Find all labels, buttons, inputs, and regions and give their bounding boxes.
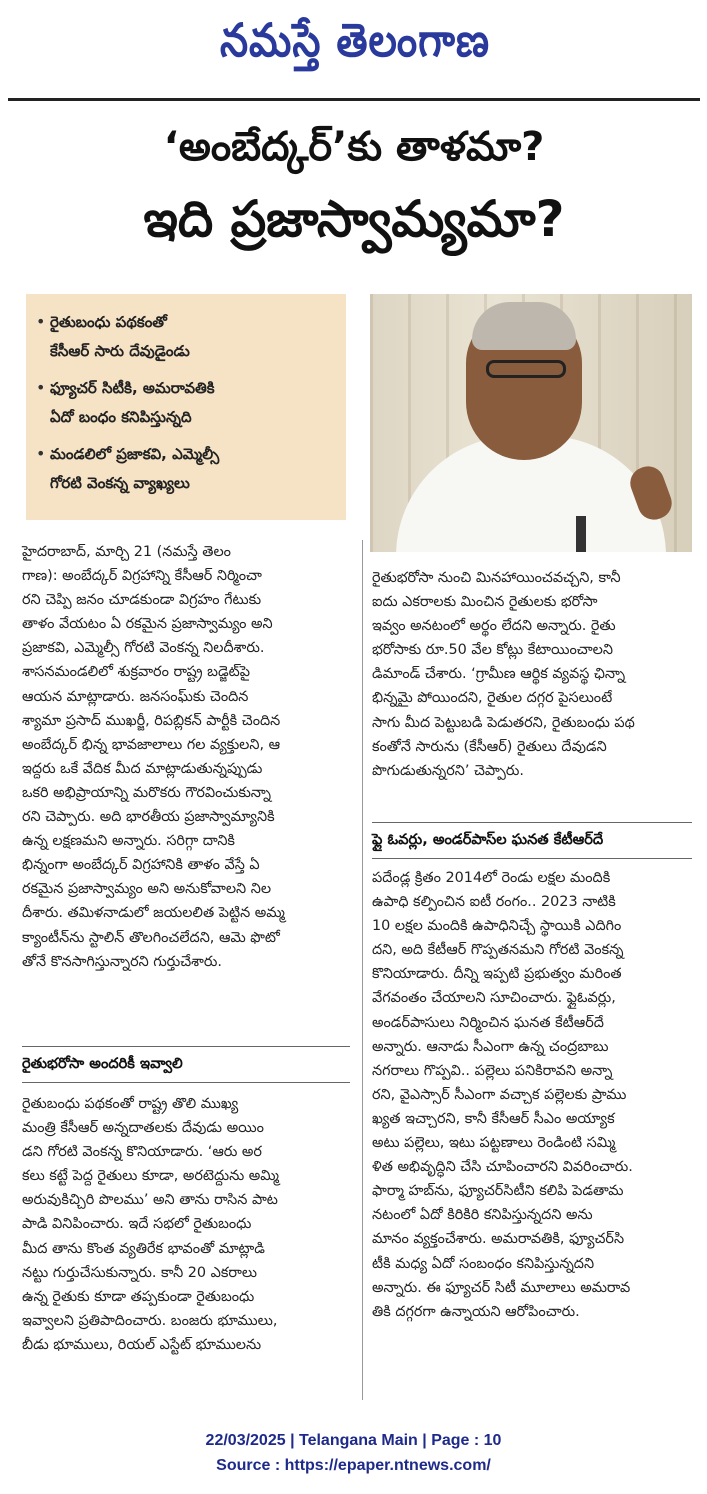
article-column-left-continued [22,1092,350,1357]
article-column-right [372,566,692,783]
masthead-divider [8,98,700,101]
highlights-box [26,294,346,520]
microphone-icon [576,516,586,552]
photo-glasses [486,360,566,378]
bullet-icon: • [36,444,46,463]
article-paragraph: పదేండ్ల క్రితం 2014లో రెండు లక్షల మందికి ఉపాధి కల్పించిన ఐటీ రంగం.. 2023 నాటికి 10 లక్షల మందికి ఉపాధినిచ్చే స్థాయికి ఎదిగిం దని, అది కేటీఆర్ గొప్పతనమని గోరటి వెంకన్న కొనియాడారు. దీన్ని ఇప్పటి ప్రభుత్వం మరింత వేగవంతం చేయాలని సూచించారు. ఫ్లైఓవర్లు, అండర్‌పాసులు నిర్మించిన ఘనత కేటీఆర్‌దే అన్నారు. ఆనాడు సీఎంగా ఉన్న చంద్రబాబు నగరాలు గొప్పవి.. పల్లెలు పనికిరావని అన్నా రని, వైఎస్సార్ సీఎంగా వచ్చాక పల్లెలకు ప్రాము ఖ్యత ఇచ్చారని, కానీ కేసీఆర్ సీఎం అయ్యాక అటు పల్లెలు, ఇటు పట్టణాలు రెండింటి సమ్మి ళిత అభివృద్ధిని చేసి చూపించారని వివరించారు. ఫార్మా హబ్‌ను, ఫ్యూచర్‌సిటీని కలిపి పెడతామ నటంలో ఏదో కిరికిరి కనిపిస్తున్నదని అను మానం వ్యక్తంచేశారు. అమరావతికి, ఫ్యూచర్‌సి టీకి మధ్య ఏదో సంబంధం కనిపిస్తున్నదని అన్నారు. ఈ ఫ్యూచర్ సిటీ మూలాలు అమరావ తికి దగ్గరగా ఉన్నాయని ఆరోపించారు. [372,870,633,1320]
footer-edition-info: 22/03/2025 | Telangana Main | Page : 10 [205,1432,502,1449]
bullet-icon: • [36,312,46,331]
photo-hair [472,302,576,350]
article-paragraph: రైతుభరోసా నుంచి మినహాయించవచ్చని, కానీ ఐదు ఎకరాలకు మించిన రైతులకు భరోసా ఇవ్వం అనటంలో అర్థం లేదని అన్నారు. రైతు భరోసాకు రూ.50 వేల కోట్లు కేటాయించాలని డిమాండ్ చేశారు. ‘గ్రామీణ ఆర్థిక వ్యవస్థ ఛిన్నా భిన్నమై పోయిందని, రైతుల దగ్గర పైసలుంటే సాగు మీద పెట్టుబడి పెడుతరని, రైతుబంధు పథ కంతోనే సారును (కేసీఆర్) రైతులు దేవుడని పొగుడుతున్నరని’ చెప్పారు. [372,570,635,779]
headline-line-2: ఇది ప్రజాస్వామ్యమా? [143,190,565,248]
highlight-item [36,374,336,432]
masthead-logo [150,8,560,86]
subhead-rule-bottom [372,858,692,859]
subhead-rule-bottom [22,1082,350,1083]
highlight-item [36,308,336,366]
speaker-photo [370,294,692,552]
subheading: ఫ్లై ఓవర్లు, అండర్‌పాస్‌ల ఘనత కేటీఆర్‌దే [372,831,604,848]
headline-line-1: ‘అంబేద్కర్’కు తాళమా? [163,124,545,170]
highlight-text: ఫ్యూచర్ సిటీకి, అమరావతికి ఏదో బంధం కనిపిస్తున్నది [50,379,215,426]
highlight-text: రైతుబంధు పథకంతో కేసీఆర్ సారు దేవుడైండు [50,313,190,360]
footer-source-link[interactable]: Source : https://epaper.ntnews.com/ [216,1457,491,1474]
bullet-icon: • [36,378,46,397]
subhead-rule-top [372,822,692,823]
column-divider [362,540,363,1400]
highlight-text: మండలిలో ప్రజాకవి, ఎమ్మెల్సీ గోరటి వెంకన్న వ్యాఖ్యలు [50,445,220,492]
masthead-title: నమస్తే తెలంగాణ [219,14,491,68]
subhead-rule-top [22,1046,350,1047]
highlight-item [36,440,336,498]
subheading: రైతుభరోసా అందరికీ ఇవ్వాలి [22,1055,183,1072]
article-paragraph: రైతుబంధు పథకంతో రాష్ట్ర తొలి ముఖ్య మంత్రి కేసీఆర్ అన్నదాతలకు దేవుడు అయిం డని గోరటి వెంకన్న కొనియాడారు. ‘ఆరు అర కలు కట్టే పెద్ద రైతులు కూడా, అరటెద్దును అమ్మి అరువుకిచ్చిరి పొలము’ అని తాను రాసిన పాట పాడి వినిపించారు. ఇదే సభలో రైతుబంధు మీద తాను కొంత వ్యతిరేక భావంతో మాట్లాడి నట్టు గుర్తుచేసుకున్నారు. కానీ 20 ఎకరాలు ఉన్న రైతుకు కూడా తప్పకుండా రైతుబంధు ఇవ్వాలని ప్రతిపాదించారు. బంజరు భూములు, బీడు భూములు, రియల్ ఎస్టేట్ భూములను [22,1096,279,1353]
article-paragraph: హైదరాబాద్, మార్చి 21 (నమస్తే తెలం గాణ): అంబేద్కర్ విగ్రహాన్ని కేసీఆర్ నిర్మించా రని చెప్పి జనం చూడకుండా విగ్రహం గేటుకు తాళం వేయటం ఏ రకమైన ప్రజాస్వామ్యం అని ప్రజాకవి, ఎమ్మెల్సీ గోరటి వెంకన్న నిలదీశారు. శాసనమండలిలో శుక్రవారం రాష్ట్ర బడ్జెట్‌పై ఆయన మాట్లాడారు. జనసంఘ్‌కు చెందిన శ్యామా ప్రసాద్ ముఖర్జీ, రిపబ్లికన్ పార్టీకి చెందిన అంబేద్కర్ భిన్న భావజాలాలు గల వ్యక్తులని, ఆ ఇద్దరు ఒకే వేదిక మీద మాట్లాడుతున్నప్పుడు ఒకరి అభిప్రాయాన్ని మరొకరు గౌరవించుకున్నా రని చెప్పారు. అది భారతీయ ప్రజాస్వామ్యానికి ఉన్న లక్షణమని అన్నారు. సరిగ్గా దానికి భిన్నంగా అంబేద్కర్ విగ్రహానికి తాళం వేస్తే ఏ రకమైన ప్రజాస్వామ్యం అని అనుకోవాలని నిల దీశారు. తమిళనాడులో జయలలిత పెట్టిన అమ్మ క్యాంటీన్‌ను స్టాలిన్ తొలగించలేదని, ఆమె ఫొటో తోనే కొనసాగిస్తున్నారని గుర్తుచేశారు. [22,544,285,970]
article-column-right-continued [372,866,692,1324]
article-column-left [22,540,350,974]
